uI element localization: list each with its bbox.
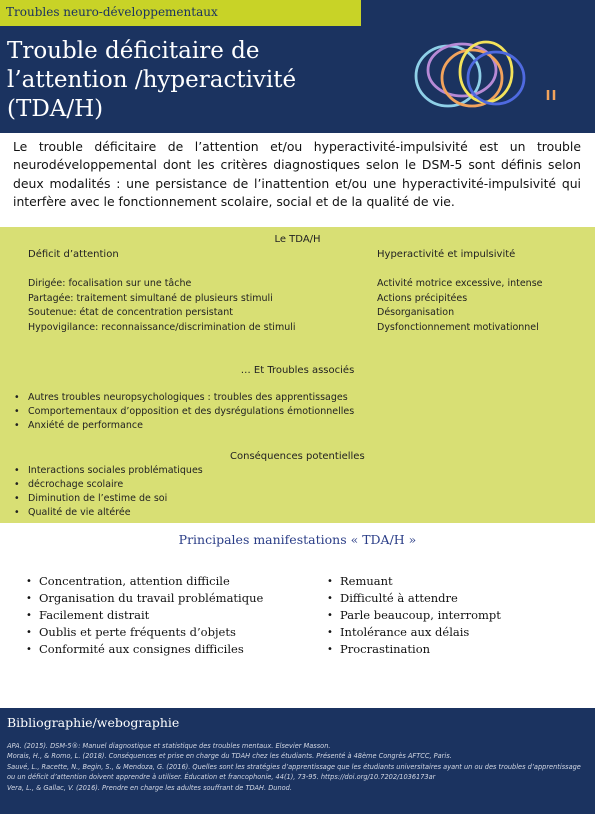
hyperactivity-heading: Hyperactivité et impulsivité bbox=[377, 249, 516, 260]
list-item: Dirigée: focalisation sur une tâche bbox=[28, 278, 192, 289]
consequences-list bbox=[12, 464, 203, 520]
intro-paragraph: Le trouble déficitaire de l’attention et/ou hyperactivité-impulsivité est un trouble neurodéveloppemental dont les critères diagnostiques selon le DSM-5 sont définis selon deux modalités : une persistance de l’inattention et/ou une hyperactivité-impulsivité qui interfère avec le fonctionnement scolaire, social et de la qualité de vie. bbox=[13, 139, 581, 210]
hyperactivity-list bbox=[377, 277, 587, 335]
attention-deficit-heading: Déficit d’attention bbox=[28, 249, 119, 260]
list-item: • Anxiété de performance bbox=[12, 419, 354, 433]
list-item: • Autres troubles neuropsychologiques : troubles des apprentissages bbox=[12, 391, 354, 405]
bibliography-section bbox=[0, 708, 595, 814]
bibliography-list bbox=[7, 741, 589, 793]
list-item: Partagée: traitement simultané de plusieurs stimuli bbox=[28, 292, 273, 304]
list-item: • Comportementaux d’opposition et des dysrégulations émotionnelles bbox=[12, 405, 354, 419]
reference-item: Vera, L., & Gallac, V. (2016). Prendre en charge les adultes souffrant de TDAH. Dunod. bbox=[7, 783, 292, 792]
list-item: Activité motrice excessive, intense bbox=[377, 278, 543, 289]
inattention-manifestations-list bbox=[26, 573, 263, 658]
reference-item: APA. (2015). DSM-5®: Manuel diagnostique et statistique des troubles mentaux. Elsevier Masson. bbox=[7, 742, 331, 750]
list-item: Désorganisation bbox=[377, 307, 455, 318]
reference-item: Morais, H., & Romo, L. (2018). Conséquences et prise en charge du TDAH chez les étudiants. Présenté à 48ème Congrès AFTCC, Paris. bbox=[7, 752, 452, 761]
logo-rings bbox=[410, 20, 560, 128]
list-item: • Remuant bbox=[327, 573, 501, 590]
header-banner bbox=[0, 0, 595, 133]
list-item: • Procrastination bbox=[327, 641, 501, 658]
bibliography-heading: Bibliographie/webographie bbox=[7, 715, 180, 730]
associated-disorders-list bbox=[12, 391, 354, 433]
list-item: • Facilement distrait bbox=[26, 607, 263, 624]
list-item: Actions précipitées bbox=[377, 292, 468, 304]
consequences-heading: Conséquences potentielles bbox=[230, 451, 365, 462]
attention-deficit-list bbox=[28, 277, 298, 335]
tdah-summary-box bbox=[0, 227, 595, 523]
list-item: • Interactions sociales problématiques bbox=[12, 464, 203, 478]
list-item: Dysfonctionnement motivationnel bbox=[377, 321, 539, 333]
list-item: • Parle beaucoup, interrompt bbox=[327, 607, 501, 624]
list-item: Hypovigilance: reconnaissance/discrimination de stimuli bbox=[28, 321, 296, 333]
list-item: • Difficulté à attendre bbox=[327, 590, 501, 607]
associated-disorders-heading: … Et Troubles associés bbox=[240, 365, 355, 376]
list-item: • Conformité aux consignes difficiles bbox=[26, 641, 263, 658]
list-item: • Oublis et perte fréquents d’objets bbox=[26, 624, 263, 641]
list-item: • Qualité de vie altérée bbox=[12, 506, 203, 520]
box-title: Le TDA/H bbox=[274, 234, 321, 245]
list-item: • Organisation du travail problématique bbox=[26, 590, 263, 607]
list-item: • Concentration, attention difficile bbox=[26, 573, 263, 590]
list-item: • Intolérance aux délais bbox=[327, 624, 501, 641]
page-title: Trouble déficitaire de l’attention /hyperactivité (TDA/H) bbox=[7, 38, 297, 122]
category-label: Troubles neuro-développementaux bbox=[6, 5, 218, 19]
list-item: Soutenue: état de concentration persistant bbox=[28, 307, 233, 318]
manifestations-heading: Principales manifestations « TDA/H » bbox=[178, 532, 417, 547]
reference-item: Sauvé, L., Racette, N., Begin, S., & Mendoza, G. (2016). Quelles sont les stratégies d’apprentissage que les étudiants universitaires ayant un ou des troubles d’apprentissage ou un déficit d’attention doivent apprendre à utiliser. Éducation et francophonie, 44(1), 73-95. https://doi.org/10.7202/1036173ar bbox=[7, 762, 581, 782]
list-item: • Diminution de l’estime de soi bbox=[12, 492, 203, 506]
hyperactivity-manifestations-list bbox=[327, 573, 501, 658]
list-item: • décrochage scolaire bbox=[12, 478, 203, 492]
category-tag bbox=[0, 0, 361, 26]
